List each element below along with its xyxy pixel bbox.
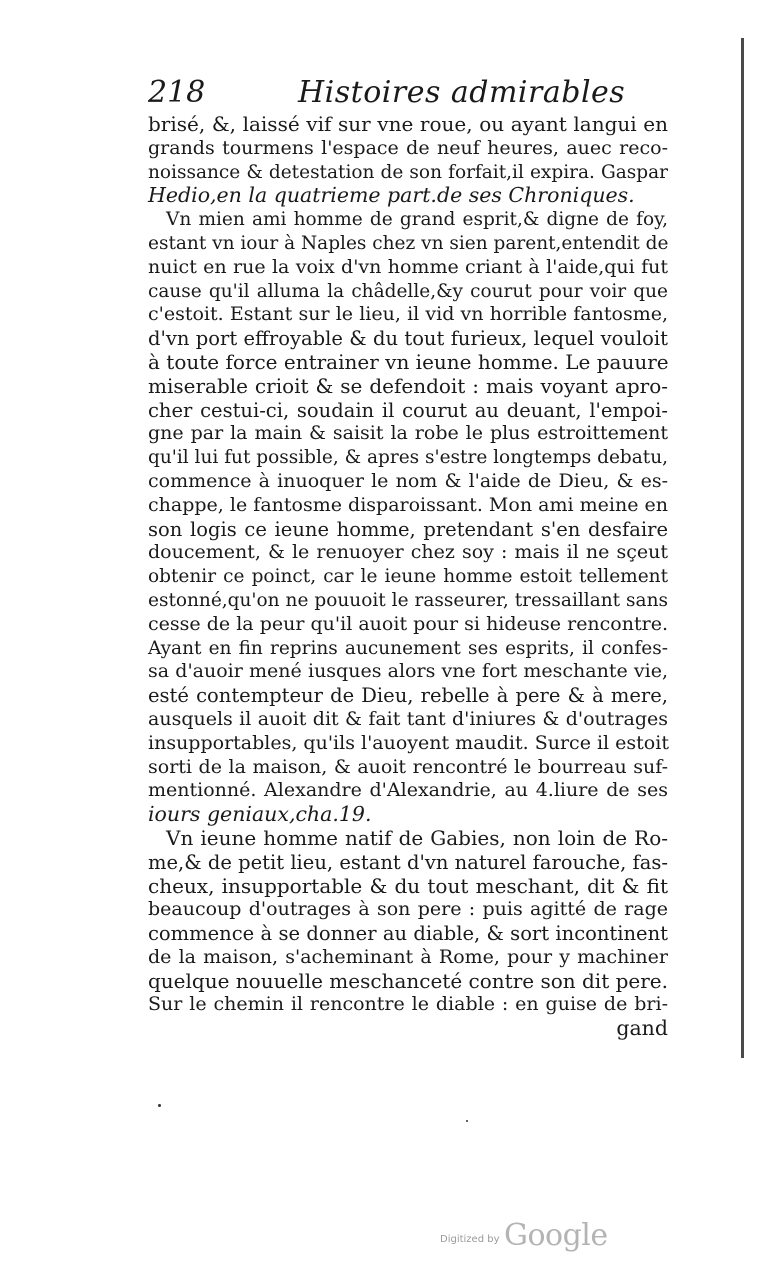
text-line: gne par la main & saisit la robe le plus estroittement xyxy=(148,422,668,445)
text-line: qu'il lui fut possible, & apres s'estre longtemps debatu, xyxy=(148,447,668,469)
google-logo: Google xyxy=(504,1218,608,1253)
text-line: cause qu'il alluma la châdelle,&y courut pour voir que xyxy=(148,280,668,302)
text-line: Sur le chemin il rencontre le diable : en guise de bri- xyxy=(148,993,668,1016)
page-edge-line xyxy=(741,38,744,1058)
text-line: c'estoit. Estant sur le lieu, il vid vn horrible fantosme, xyxy=(148,303,668,326)
text-line: son logis ce ieune homme, pretendant s'en desfaire xyxy=(148,517,668,541)
text-line: noissance & detestation de son forfait,il expira. Gaspar xyxy=(148,161,668,183)
digitized-watermark xyxy=(440,1218,620,1258)
ink-speck xyxy=(158,1104,161,1107)
text-line: sa d'auoir mené iusques alors vne fort meschante vie, xyxy=(148,660,668,683)
ink-speck xyxy=(466,1120,468,1122)
text-line: doucement, & le renuoyer chez soy : mais il ne sçeut xyxy=(148,541,668,564)
text-line: cher cestui-ci, soudain il courut au deuant, l'empoi- xyxy=(148,398,668,422)
text-line: à toute force entrainer vn ieune homme. Le pauure xyxy=(148,349,669,374)
text-line: de la maison, s'acheminant à Rome, pour y machiner xyxy=(148,945,668,968)
text-line: commence à se donner au diable, & sort incontinent xyxy=(148,922,668,946)
text-line: sorti de la maison, & auoit rencontré le bourreau suf- xyxy=(148,755,668,778)
text-line: chappe, le fantosme disparoissant. Mon ami meine en xyxy=(148,493,668,516)
text-line: mentionné. Alexandre d'Alexandrie, au 4.liure de ses xyxy=(148,779,668,802)
catchword: gand xyxy=(616,1016,668,1041)
running-title: Histoires admirables xyxy=(298,75,626,110)
text-line: commence à inuoquer le nom & l'aide de Dieu, & es- xyxy=(148,469,668,492)
running-head xyxy=(148,75,668,113)
text-line: miserable crioit & se defendoit : mais voyant apro- xyxy=(148,373,668,398)
text-line: Vn mien ami homme de grand esprit,& digne de foy, xyxy=(166,209,668,231)
text-line: esté contempteur de Dieu, rebelle à pere & à mere, xyxy=(148,684,668,708)
text-line: grands tourmens l'espace de neuf heures, auec reco- xyxy=(148,136,668,159)
text-line: ausquels il auoit dit & fait tant d'iniures & d'outrages xyxy=(148,707,668,730)
text-line: estonné,qu'on ne pouuoit le rasseurer, tressaillant sans xyxy=(148,589,668,611)
text-line: Ayant en fin reprins aucunement ses esprits, il confes- xyxy=(148,637,668,659)
body-text xyxy=(148,113,668,1041)
text-line: estant vn iour à Naples chez vn sien parent,entendit de xyxy=(148,232,669,254)
text-line: insupportables, qu'ils l'auoyent maudit. Surce il estoit xyxy=(148,731,669,754)
text-line: cheux, insupportable & du tout meschant, dit & fit xyxy=(148,873,668,898)
text-line: cesse de la peur qu'il auoit pour si hideuse rencontre. xyxy=(148,612,668,635)
text-line: obtenir ce poinct, car le ieune homme estoit tellement xyxy=(148,566,668,588)
text-line: d'vn port effroyable & du tout furieux, lequel vouloit xyxy=(148,327,668,351)
citation-line: iours geniaux,cha.19. xyxy=(148,802,372,827)
text-line: nuict en rue la voix d'vn homme criant à l'aide,qui fut xyxy=(148,255,668,278)
text-line: quelque nouuelle meschanceté contre son dit pere. xyxy=(148,968,668,993)
text-line: beaucoup d'outrages à son pere : puis agitté de rage xyxy=(148,898,668,921)
watermark-caption: Digitized by xyxy=(440,1234,500,1245)
page-number: 218 xyxy=(148,75,206,110)
citation-line: Hedio,en la quatrieme part.de ses Chroniques. xyxy=(148,183,635,208)
text-line: me,& de petit lieu, estant d'vn naturel farouche, fas- xyxy=(148,850,668,874)
text-line: brisé, &, laissé vif sur vne roue, ou ayant langui en xyxy=(148,112,668,136)
text-line: Vn ieune homme natif de Gabies, non loin de Ro- xyxy=(166,825,668,850)
